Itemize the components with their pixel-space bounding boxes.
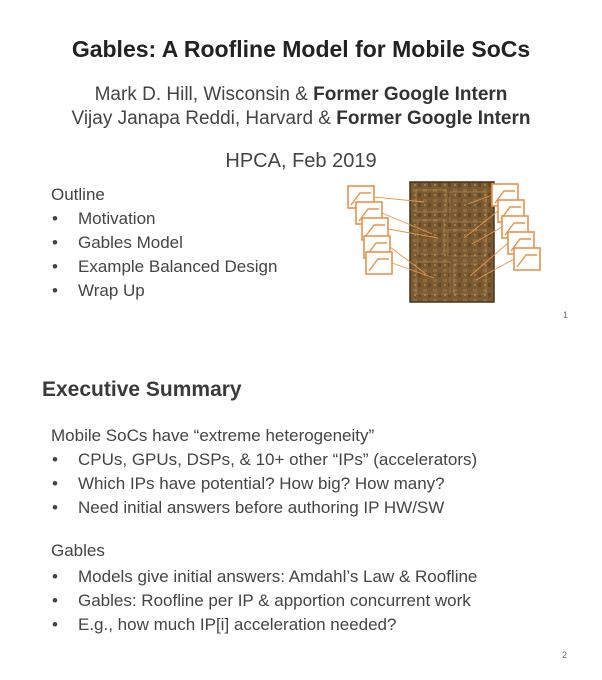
soc-roofline-figure (342, 178, 558, 306)
summary-item: • Models give initial answers: Amdahl’s Law & Roofline (50, 565, 477, 589)
summary-item: • E.g., how much IP[i] acceleration needed? (50, 613, 477, 637)
author-line-1 (0, 84, 602, 106)
page-number-2: 2 (562, 650, 568, 660)
slide1-title: Gables: A Roofline Model for Mobile SoCs (71, 36, 531, 62)
outline-item: • Gables Model (50, 231, 277, 255)
outline-title: Outline (51, 185, 105, 204)
summary-item: • Which IPs have potential? How big? How many? (50, 472, 477, 496)
author-line-2 (0, 108, 602, 130)
outline-list (50, 207, 277, 303)
author-2-name: Vijay Janapa Reddi, Harvard & (71, 108, 337, 129)
summary-intro-2: Gables (51, 541, 105, 560)
author-1-note: Former Google Intern (313, 84, 508, 105)
summary-list-1 (50, 448, 477, 520)
right-roofline-cards (492, 184, 540, 270)
page-number-1: 1 (563, 310, 569, 320)
venue: HPCA, Feb 2019 (225, 150, 377, 172)
author-2-note: Former Google Intern (336, 108, 531, 129)
outline-item: • Example Balanced Design (50, 255, 277, 279)
summary-item: • CPUs, GPUs, DSPs, & 10+ other “IPs” (accelerators) (50, 448, 477, 472)
slide2-title: Executive Summary (42, 378, 242, 401)
summary-item: • Gables: Roofline per IP & apportion concurrent work (50, 589, 477, 613)
summary-list-2 (50, 565, 477, 637)
summary-item: • Need initial answers before authoring IP HW/SW (50, 496, 477, 520)
summary-intro-1: Mobile SoCs have “extreme heterogeneity” (51, 426, 375, 445)
author-1-name: Mark D. Hill, Wisconsin & (94, 84, 314, 105)
left-roofline-cards (348, 186, 392, 274)
outline-item: • Motivation (50, 207, 277, 231)
chip-die (410, 182, 494, 302)
outline-item: • Wrap Up (50, 279, 277, 303)
